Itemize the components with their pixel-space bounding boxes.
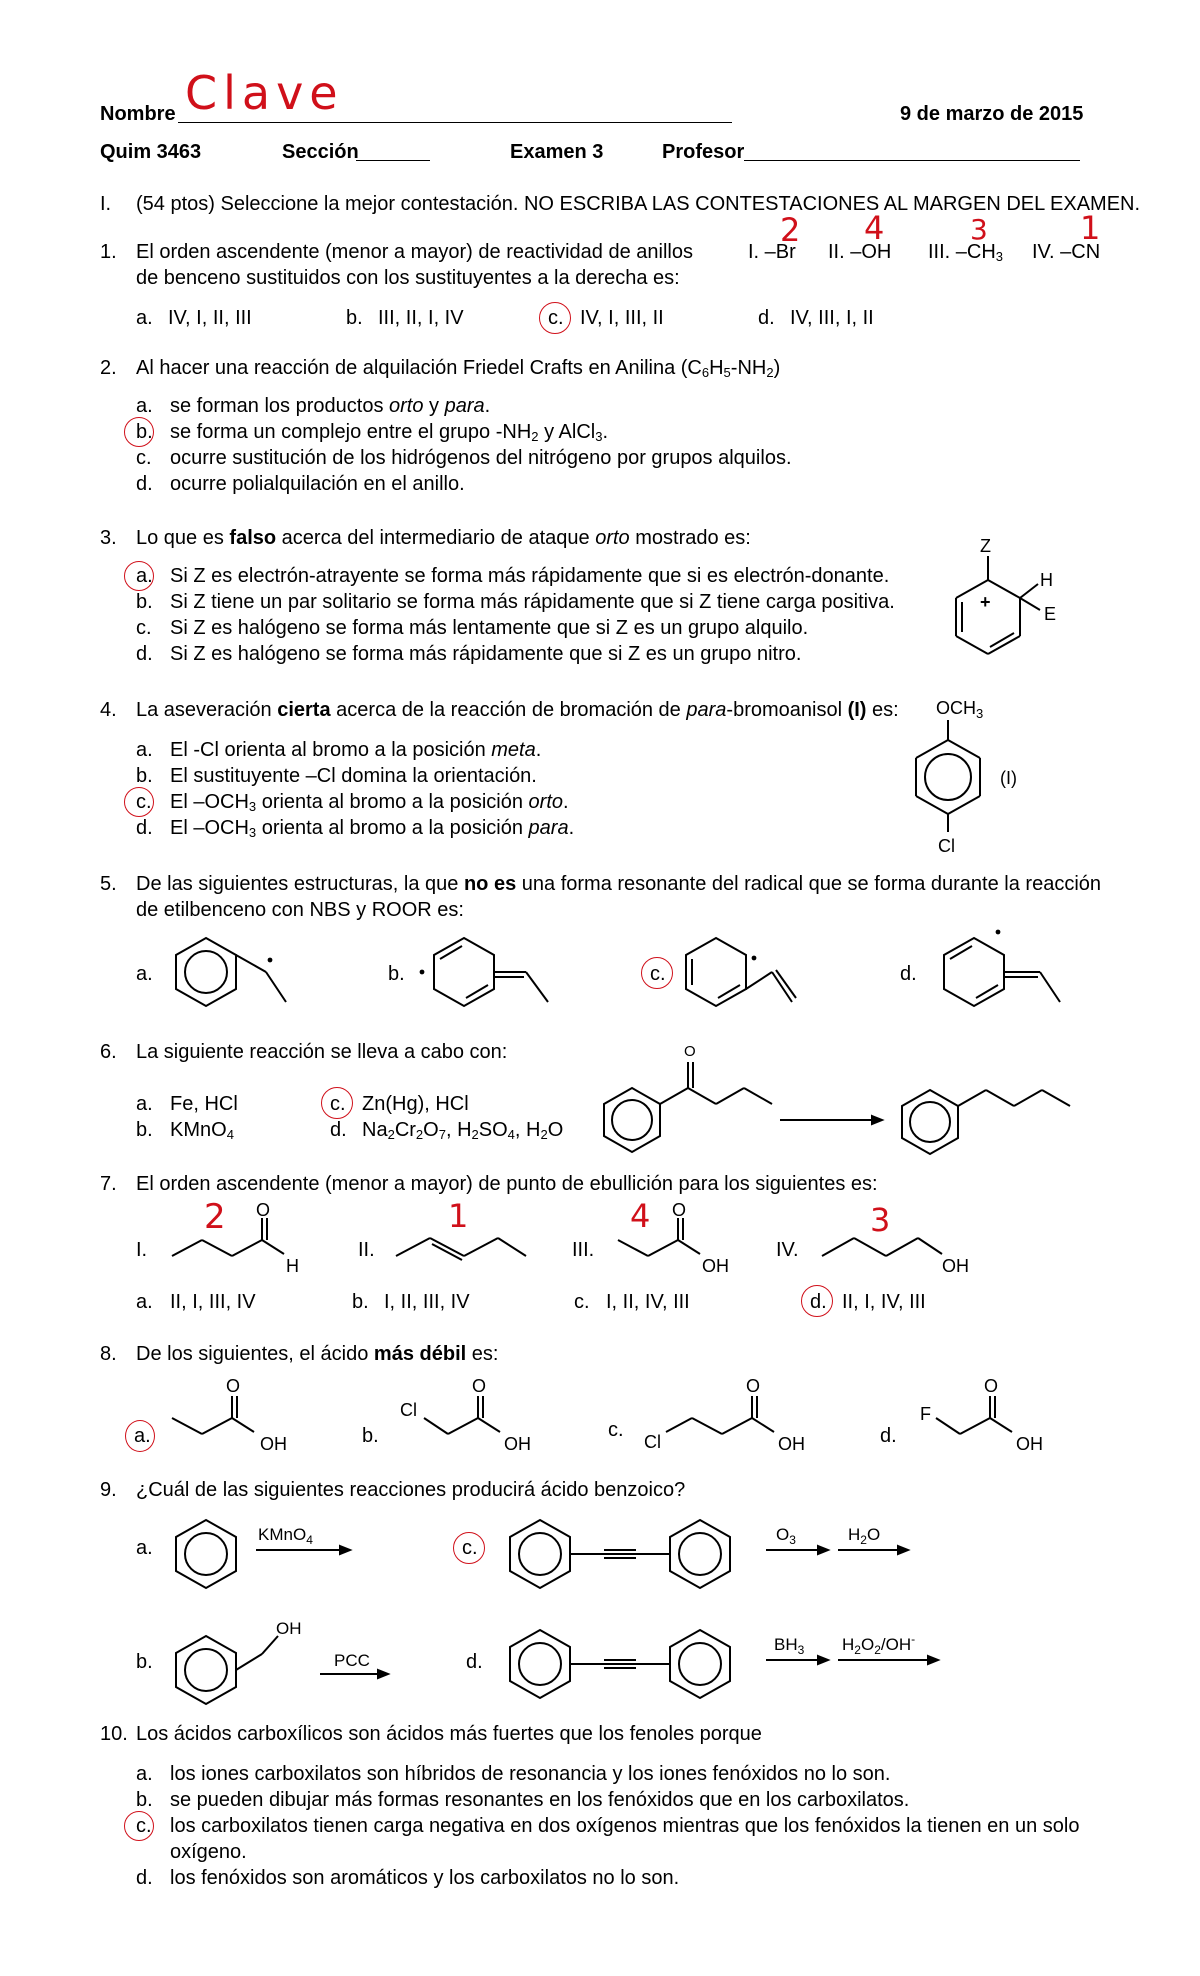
q7-mark-ii: 1	[448, 1197, 469, 1235]
q6-opt-c-label: c.	[330, 1093, 346, 1115]
q7-number: 7.	[100, 1173, 117, 1195]
q4-opt-a: El -Cl orienta al bromo a la posición meta.	[170, 739, 542, 761]
q3-e-label: E	[1044, 604, 1057, 624]
profesor-label: Profesor	[662, 141, 745, 163]
q5-opt-b-label: b.	[388, 963, 405, 985]
q8-opt-b-label: b.	[362, 1425, 379, 1447]
q1-mark-1: 2	[780, 211, 801, 249]
q8-number: 8.	[100, 1343, 117, 1365]
exam-title: Examen 3	[510, 141, 604, 163]
q7-iii-oh: OH	[702, 1256, 729, 1276]
q6-carbonyl-o: O	[684, 1043, 696, 1060]
q4-structure-label: (I)	[1000, 768, 1017, 788]
q5-opt-c-label: c.	[650, 963, 666, 985]
q3-opt-c-label: c.	[136, 617, 152, 639]
q1-stem-line2: de benceno sustituidos con los sustituyentes a la derecha es:	[136, 267, 680, 289]
q7-mark-i: 2	[204, 1197, 226, 1237]
q10-number: 10.	[100, 1723, 128, 1745]
q1-opt-a-label: a.	[136, 307, 153, 329]
q10-opt-b-label: b.	[136, 1789, 153, 1811]
q6-opt-d: $Na_2Cr_2O_7$, $H_2SO_4$, $H_2O$	[362, 1119, 564, 1142]
q2-opt-b-label: b.	[136, 421, 153, 443]
q10-answer-circle	[124, 1811, 154, 1841]
q6-opt-a: Fe, HCl	[170, 1093, 238, 1115]
q8-d-f: F	[920, 1404, 931, 1424]
q1-stem-line1: El orden ascendente (menor a mayor) de reactividad de anillos	[136, 241, 693, 263]
q9-b-oh: OH	[276, 1619, 302, 1638]
q10-opt-b: se pueden dibujar más formas resonantes en los fenóxidos que en los carboxilatos.	[170, 1789, 910, 1811]
q4-opt-a-label: a.	[136, 739, 153, 761]
q10-opt-c: los carboxilatos tienen carga negativa en dos oxígenos mientras que los fenóxidos la tienen en un solo	[170, 1815, 1080, 1837]
q1-mark-2: 4	[864, 209, 885, 247]
q6-answer-circle	[321, 1087, 353, 1119]
q9-c-reagent-2: $H_2O$	[848, 1525, 881, 1547]
q3-opt-b: Si Z tiene un par solitario se forma más rápidamente que si Z tiene carga positiva.	[170, 591, 895, 613]
q1-opt-c-label: c.	[548, 307, 564, 329]
part-instructions: (54 ptos) Seleccione la mejor contestación. NO ESCRIBA LAS CONTESTACIONES AL MARGEN DEL EXAMEN.	[136, 193, 1141, 215]
q2-stem: Al hacer una reacción de alquilación Friedel Crafts en Anilina $(C_6H_5-NH_2)$	[136, 357, 781, 380]
q4-number: 4.	[100, 699, 117, 721]
q6-stem: La siguiente reacción se lleva a cabo con:	[136, 1041, 508, 1063]
q9-reaction-b	[166, 1616, 396, 1706]
q8-opt-a-label: a.	[134, 1425, 151, 1447]
q1-opt-d: IV, III, I, II	[790, 307, 874, 329]
q3-z-label: Z	[980, 536, 991, 556]
q5-number: 5.	[100, 873, 117, 895]
q10-opt-a-label: a.	[136, 1763, 153, 1785]
q1-opt-b-label: b.	[346, 307, 363, 329]
q7-compound-iii-label: III.	[572, 1239, 595, 1261]
q3-sigma-complex-structure	[940, 530, 1100, 670]
q7-opt-b-label: b.	[352, 1291, 369, 1313]
q7-compound-ii-pentene	[392, 1224, 542, 1274]
q9-a-reagent: KMnO$_4$	[258, 1525, 313, 1547]
seccion-label: Sección	[282, 141, 359, 163]
q10-opt-d-label: d.	[136, 1867, 153, 1889]
q5-structure-d	[934, 926, 1084, 1010]
profesor-line	[744, 160, 1080, 161]
seccion-line	[356, 160, 430, 161]
q8-b-cl: Cl	[400, 1400, 417, 1420]
q6-opt-b-label: b.	[136, 1119, 153, 1141]
q3-opt-a-label: a.	[136, 565, 153, 587]
q1-answer-circle	[539, 302, 571, 334]
q7-mark-iii: 4	[630, 1197, 651, 1235]
q1-number: 1.	[100, 241, 117, 263]
q8-structure-b	[398, 1376, 548, 1456]
q3-opt-b-label: b.	[136, 591, 153, 613]
q9-b-reagent: PCC	[334, 1651, 370, 1670]
q6-opt-a-label: a.	[136, 1093, 153, 1115]
q1-substituent-4: IV. –CN	[1032, 241, 1101, 263]
q8-structure-d	[916, 1376, 1066, 1456]
q7-opt-d: II, I, IV, III	[842, 1291, 926, 1313]
q9-answer-circle	[453, 1532, 485, 1564]
q8-b-oh: OH	[504, 1434, 531, 1454]
q9-reaction-c	[500, 1510, 930, 1590]
q9-d-reagent-2: $H_2O_2/OH^-$	[842, 1632, 916, 1657]
q10-opt-d: los fenóxidos son aromáticos y los carboxilatos no lo son.	[170, 1867, 680, 1889]
q4-cl-label: Cl	[938, 836, 955, 856]
q6-number: 6.	[100, 1041, 117, 1063]
q8-c-oh: OH	[778, 1434, 805, 1454]
q7-compound-iv-butanol	[814, 1224, 994, 1280]
q9-d-reagent-1: $BH_3$	[774, 1635, 805, 1657]
q9-opt-d-label: d.	[466, 1651, 483, 1673]
q4-opt-c: El $-OCH_3$ orienta al bromo a la posición orto.	[170, 791, 569, 814]
q9-stem: ¿Cuál de las siguientes reacciones producirá ácido benzoico?	[136, 1479, 686, 1501]
q7-iii-o: O	[672, 1200, 687, 1220]
q2-opt-d: ocurre polialquilación en el anillo.	[170, 473, 465, 495]
q7-stem: El orden ascendente (menor a mayor) de punto de ebullición para los siguientes es:	[136, 1173, 878, 1195]
q7-opt-c: I, II, IV, III	[606, 1291, 690, 1313]
q2-opt-c-label: c.	[136, 447, 152, 469]
q8-b-o: O	[472, 1376, 487, 1396]
nombre-label: Nombre	[100, 103, 176, 125]
q9-c-reagent-1: $O_3$	[776, 1525, 796, 1547]
q1-substituent-3: III. $-CH_3$	[928, 241, 1004, 264]
q6-opt-c: Zn(Hg), HCl	[362, 1093, 469, 1115]
q7-opt-a-label: a.	[136, 1291, 153, 1313]
q9-reaction-a	[166, 1510, 366, 1590]
q7-opt-b: I, II, III, IV	[384, 1291, 470, 1313]
q8-c-o: O	[746, 1376, 761, 1396]
q8-opt-d-label: d.	[880, 1425, 897, 1447]
q8-opt-c-label: c.	[608, 1419, 624, 1441]
q1-mark-3: 3	[970, 213, 988, 246]
q7-opt-a: II, I, III, IV	[170, 1291, 256, 1313]
q7-compound-iii-propanoic-acid	[610, 1200, 750, 1284]
q4-opt-c-label: c.	[136, 791, 152, 813]
q8-structure-a	[166, 1376, 316, 1456]
q7-compound-i-label: I.	[136, 1239, 148, 1261]
q5-structure-a	[166, 930, 306, 1010]
q3-opt-d-label: d.	[136, 643, 153, 665]
q1-opt-d-label: d.	[758, 307, 775, 329]
q9-reaction-d	[500, 1620, 960, 1700]
q3-opt-c: Si Z es halógeno se forma más lentamente que si Z es un grupo alquilo.	[170, 617, 809, 639]
q7-iv-oh: OH	[942, 1256, 969, 1276]
q8-c-cl: Cl	[644, 1432, 661, 1452]
q9-number: 9.	[100, 1479, 117, 1501]
q4-opt-b: El sustituyente –Cl domina la orientación.	[170, 765, 537, 787]
q4-och3-label: $OCH_3$	[936, 698, 984, 721]
q8-d-o: O	[984, 1376, 999, 1396]
nombre-line	[178, 122, 732, 123]
q8-d-oh: OH	[1016, 1434, 1043, 1454]
q4-opt-d: El $-OCH_3$ orienta al bromo a la posición para.	[170, 817, 575, 840]
q9-opt-a-label: a.	[136, 1537, 153, 1559]
q3-opt-a: Si Z es electrón-atrayente se forma más rápidamente que si es electrón-donante.	[170, 565, 890, 587]
q7-compound-ii-label: II.	[358, 1239, 375, 1261]
q5-opt-d-label: d.	[900, 963, 917, 985]
q9-opt-c-label: c.	[462, 1537, 478, 1559]
q8-structure-c	[640, 1376, 830, 1456]
q1-mark-4: 1	[1080, 209, 1101, 247]
q7-answer-circle	[801, 1285, 833, 1317]
q7-opt-d-label: d.	[810, 1291, 827, 1313]
q7-mark-iv: 3	[870, 1201, 891, 1239]
q2-answer-circle	[124, 417, 154, 447]
q7-opt-c-label: c.	[574, 1291, 590, 1313]
q6-opt-d-label: d.	[330, 1119, 347, 1141]
q6-opt-b: KMnO$_4$	[170, 1119, 234, 1142]
q4-stem: La aseveración cierta acerca de la reacción de bromación de para-bromoanisol (I) es:	[136, 699, 899, 721]
q5-structure-b	[414, 930, 564, 1010]
q3-answer-circle	[124, 561, 154, 591]
q8-a-oh: OH	[260, 1434, 287, 1454]
q1-opt-c: IV, I, III, II	[580, 307, 664, 329]
q2-opt-b: se forma un complejo entre el grupo $-NH_2$ y AlCl$_3$.	[170, 421, 608, 444]
q10-stem: Los ácidos carboxílicos son ácidos más fuertes que los fenoles porque	[136, 1723, 762, 1745]
q10-opt-c-continued: oxígeno.	[170, 1841, 247, 1863]
q5-stem-line1: De las siguientes estructuras, la que no es una forma resonante del radical que se forma durante la reacción	[136, 873, 1102, 895]
q6-reaction-scheme	[600, 1040, 1080, 1160]
q5-stem-line2: de etilbenceno con NBS y ROOR es:	[136, 899, 464, 921]
q4-opt-d-label: d.	[136, 817, 153, 839]
q9-opt-b-label: b.	[136, 1651, 153, 1673]
part-number: I.	[100, 193, 112, 215]
q1-substituent-2: II. –OH	[828, 241, 892, 263]
q2-opt-a-label: a.	[136, 395, 153, 417]
q2-opt-c: ocurre sustitución de los hidrógenos del nitrógeno por grupos alquilos.	[170, 447, 792, 469]
q5-opt-a-label: a.	[136, 963, 153, 985]
q7-i-h: H	[286, 1256, 299, 1276]
q3-plus-charge: +	[980, 592, 991, 612]
course-code: Quim 3463	[100, 141, 202, 163]
q1-substituent-1: I. –Br	[748, 241, 796, 263]
q2-opt-a: se forman los productos orto y para.	[170, 395, 491, 417]
q10-opt-c-label: c.	[136, 1815, 152, 1837]
q8-stem: De los siguientes, el ácido más débil es:	[136, 1343, 499, 1365]
q3-h-label: H	[1040, 570, 1053, 590]
q1-opt-b: III, II, I, IV	[378, 307, 464, 329]
q5-structure-c	[676, 930, 836, 1010]
q2-opt-d-label: d.	[136, 473, 153, 495]
q3-opt-d: Si Z es halógeno se forma más rápidamente que si Z es un grupo nitro.	[170, 643, 802, 665]
q7-compound-iv-label: IV.	[776, 1239, 799, 1261]
handwritten-name: Clave	[185, 66, 344, 120]
q8-a-o: O	[226, 1376, 241, 1396]
q3-stem: Lo que es falso acerca del intermediario de ataque orto mostrado es:	[136, 527, 751, 549]
q8-answer-circle	[125, 1420, 155, 1452]
q5-answer-circle	[641, 957, 673, 989]
q4-opt-b-label: b.	[136, 765, 153, 787]
q7-i-o: O	[256, 1200, 271, 1220]
q3-number: 3.	[100, 527, 117, 549]
q1-opt-a: IV, I, II, III	[168, 307, 252, 329]
q4-answer-circle	[124, 787, 154, 817]
q4-chloroanisole-structure	[900, 690, 1080, 860]
q2-number: 2.	[100, 357, 117, 379]
exam-date: 9 de marzo de 2015	[900, 103, 1084, 125]
q10-opt-a: los iones carboxilatos son híbridos de resonancia y los iones fenóxidos no lo son.	[170, 1763, 891, 1785]
q7-compound-i-butanal	[168, 1200, 318, 1284]
